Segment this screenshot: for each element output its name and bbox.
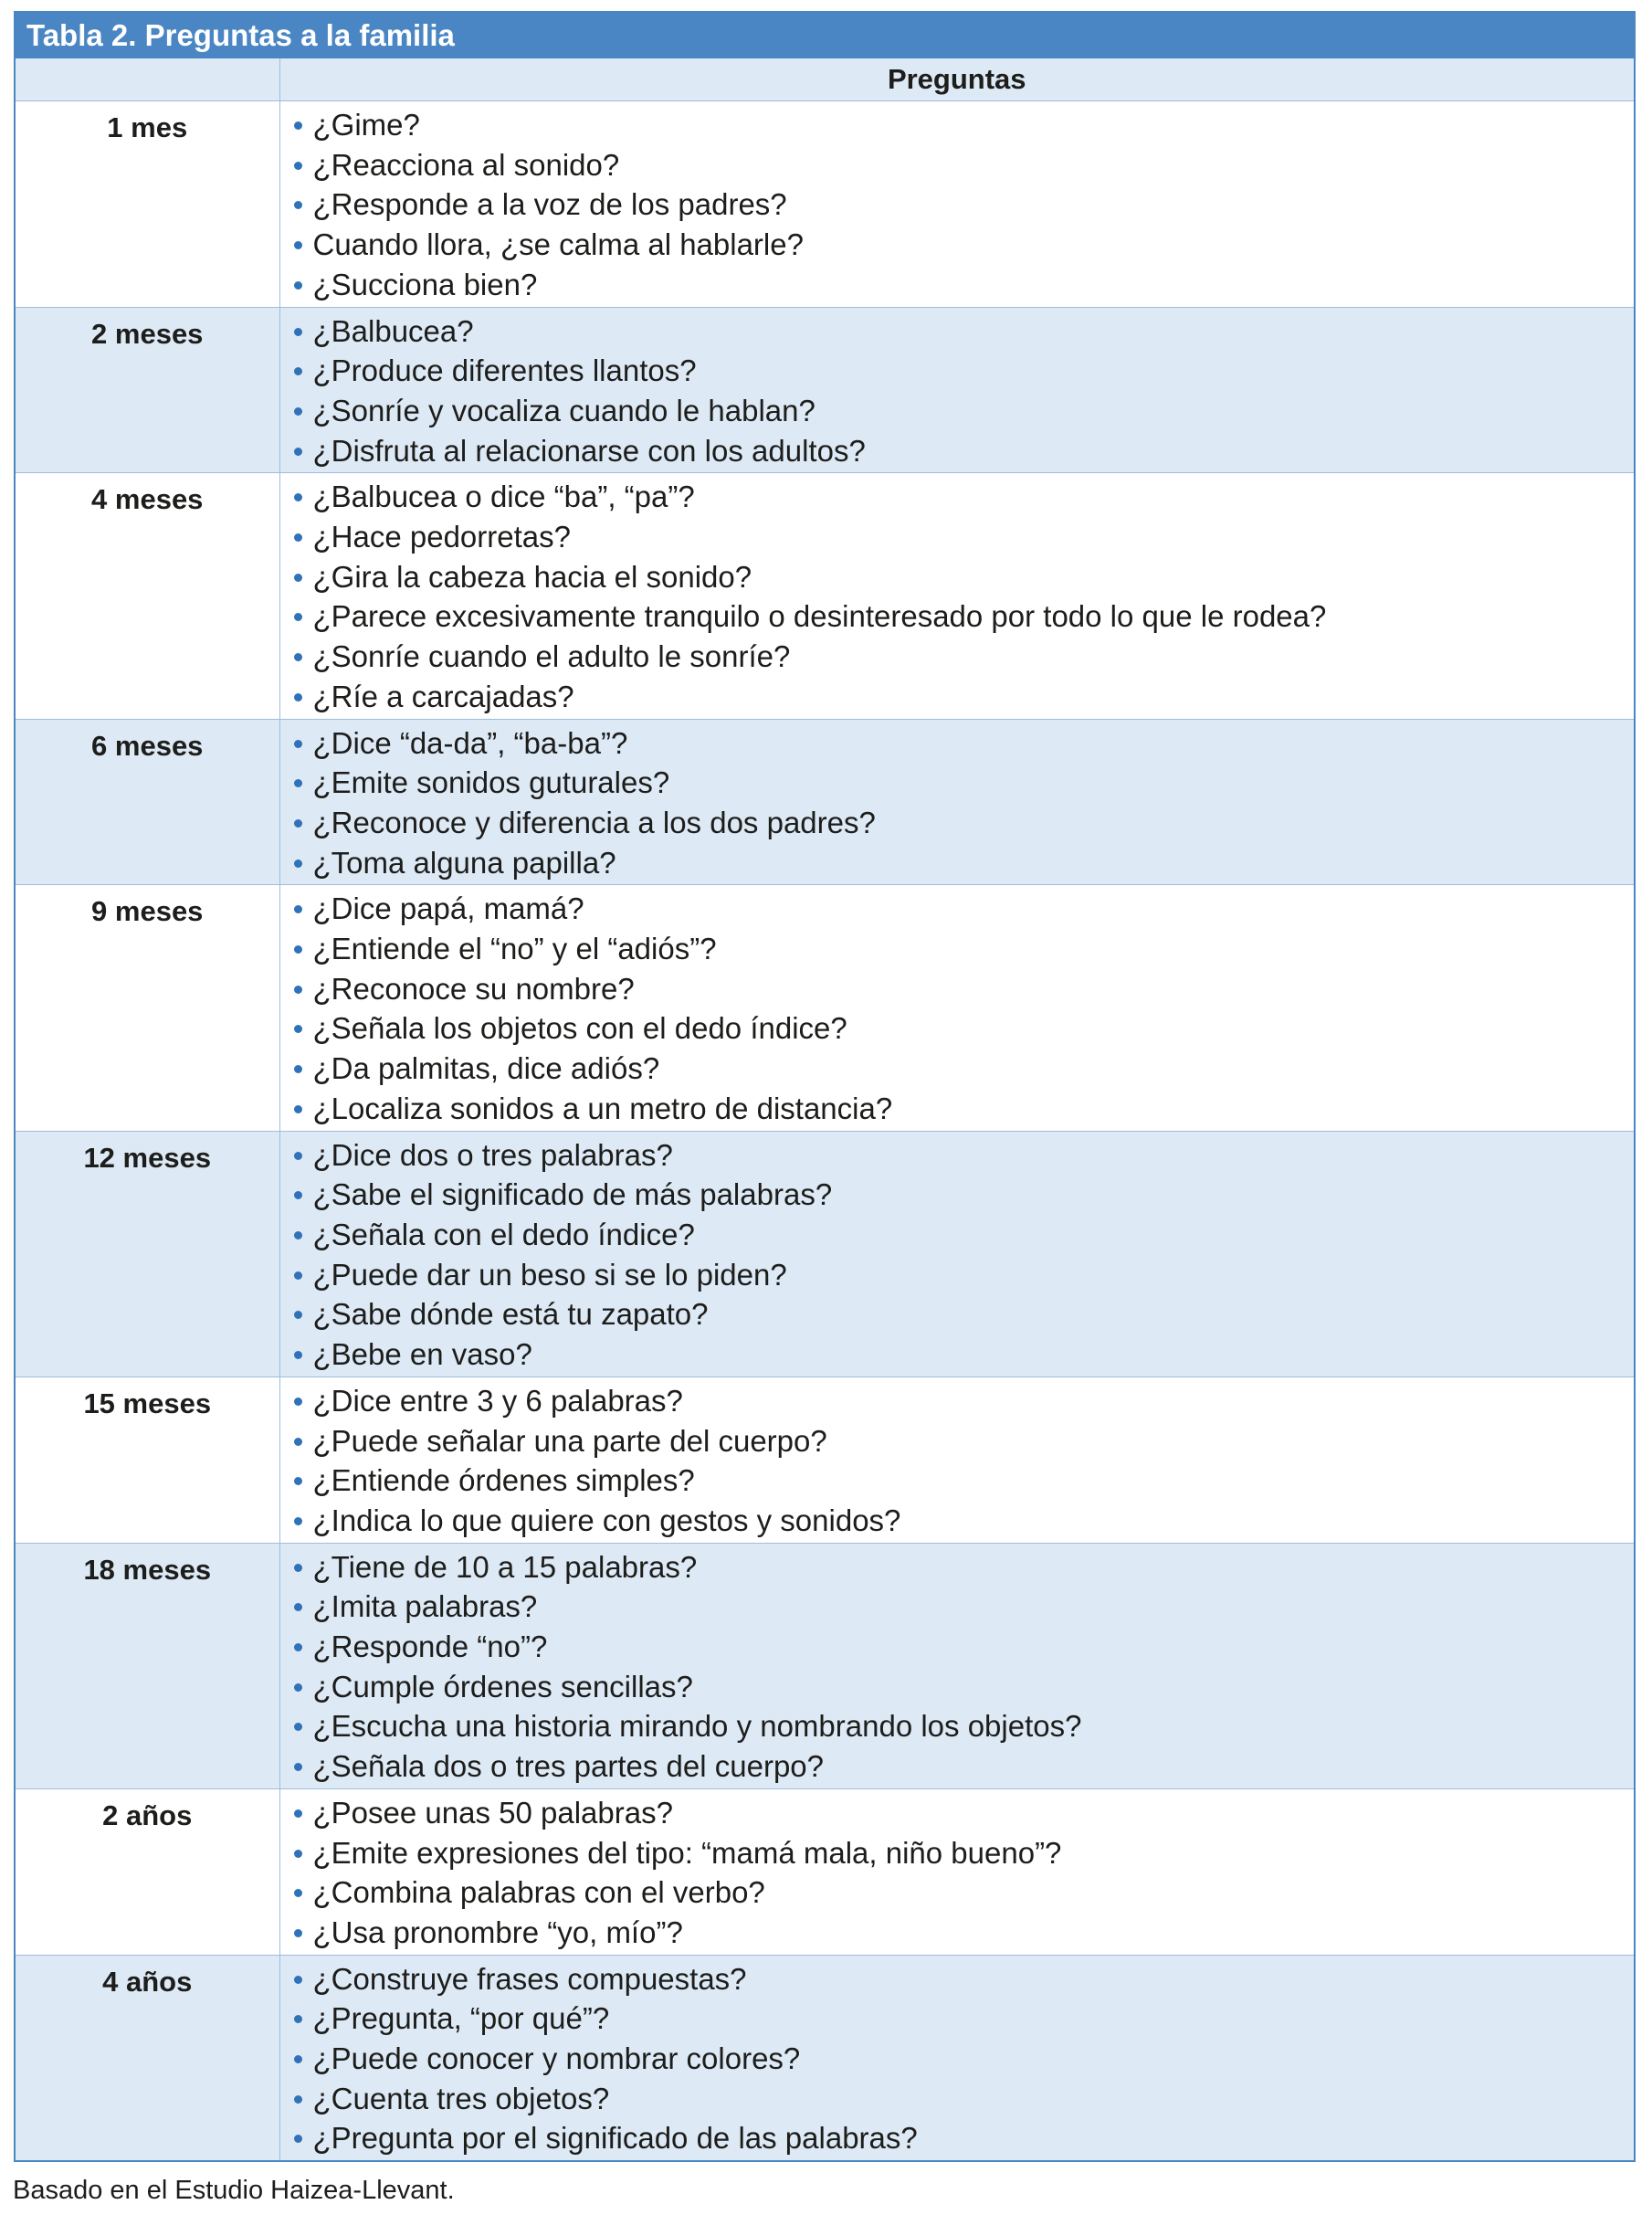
question-item: ¿Responde a la voz de los padres? — [291, 185, 1627, 225]
age-cell: 15 meses — [16, 1376, 279, 1543]
question-item: ¿Emite sonidos guturales? — [291, 763, 1627, 803]
table-row — [16, 473, 1634, 719]
table-row — [16, 1788, 1634, 1955]
question-item: ¿Toma alguna papilla? — [291, 843, 1627, 883]
question-item: ¿Usa pronombre “yo, mío”? — [291, 1913, 1627, 1953]
questions-cell — [279, 307, 1634, 473]
question-item: ¿Puede conocer y nombrar colores? — [291, 2039, 1627, 2079]
question-list — [291, 1381, 1627, 1541]
question-item: ¿Disfruta al relacionarse con los adultos? — [291, 431, 1627, 471]
questions-grid — [16, 58, 1634, 2160]
question-item: ¿Entiende el “no” y el “adiós”? — [291, 929, 1627, 969]
question-item: ¿Tiene de 10 a 15 palabras? — [291, 1547, 1627, 1587]
question-item: ¿Parece excesivamente tranquilo o desinteresado por todo lo que le rodea? — [291, 596, 1627, 637]
age-cell: 12 meses — [16, 1131, 279, 1376]
table-row — [16, 307, 1634, 473]
footnote: Basado en el Estudio Haizea-Llevant. — [13, 2176, 455, 2205]
question-item: ¿Sonríe cuando el adulto le sonríe? — [291, 637, 1627, 677]
question-list — [291, 477, 1627, 716]
table-row — [16, 719, 1634, 885]
question-item: ¿Gime? — [291, 105, 1627, 145]
question-item: ¿Reacciona al sonido? — [291, 145, 1627, 185]
question-list — [291, 1793, 1627, 1953]
question-item: ¿Balbucea? — [291, 311, 1627, 352]
question-item: ¿Señala dos o tres partes del cuerpo? — [291, 1746, 1627, 1787]
question-item: ¿Dice dos o tres palabras? — [291, 1135, 1627, 1176]
table-row — [16, 1376, 1634, 1543]
questions-cell — [279, 1376, 1634, 1543]
question-item: ¿Pregunta, “por qué”? — [291, 1999, 1627, 2039]
question-list — [291, 723, 1627, 883]
question-item: ¿Localiza sonidos a un metro de distancia? — [291, 1089, 1627, 1129]
questions-cell — [279, 473, 1634, 719]
question-item: ¿Sonríe y vocaliza cuando le hablan? — [291, 391, 1627, 431]
question-item: ¿Escucha una historia mirando y nombrando los objetos? — [291, 1706, 1627, 1746]
questions-cell — [279, 719, 1634, 885]
questions-column-header: Preguntas — [279, 58, 1634, 101]
table-row — [16, 101, 1634, 308]
question-item: ¿Sabe dónde está tu zapato? — [291, 1294, 1627, 1334]
age-cell: 9 meses — [16, 885, 279, 1131]
question-item: ¿Balbucea o dice “ba”, “pa”? — [291, 477, 1627, 517]
question-item: ¿Succiona bien? — [291, 265, 1627, 305]
table-row — [16, 885, 1634, 1131]
question-item: ¿Reconoce y diferencia a los dos padres? — [291, 803, 1627, 843]
question-item: ¿Dice “da-da”, “ba-ba”? — [291, 723, 1627, 764]
question-item: ¿Dice entre 3 y 6 palabras? — [291, 1381, 1627, 1421]
question-item: ¿Cuenta tres objetos? — [291, 2079, 1627, 2119]
question-item: ¿Emite expresiones del tipo: “mamá mala, niño bueno”? — [291, 1833, 1627, 1873]
question-list — [291, 1135, 1627, 1375]
question-item: ¿Construye frases compuestas? — [291, 1959, 1627, 1999]
age-cell: 18 meses — [16, 1543, 279, 1788]
age-cell: 1 mes — [16, 101, 279, 308]
question-item: ¿Responde “no”? — [291, 1627, 1627, 1667]
question-item: ¿Bebe en vaso? — [291, 1334, 1627, 1375]
question-item: ¿Pregunta por el significado de las palabras? — [291, 2118, 1627, 2158]
question-list — [291, 1547, 1627, 1787]
table-row — [16, 1955, 1634, 2160]
question-item: ¿Combina palabras con el verbo? — [291, 1872, 1627, 1913]
question-list — [291, 889, 1627, 1128]
question-item: ¿Posee unas 50 palabras? — [291, 1793, 1627, 1833]
age-cell: 6 meses — [16, 719, 279, 885]
questions-cell — [279, 101, 1634, 308]
table-row — [16, 1131, 1634, 1376]
question-item: ¿Cumple órdenes sencillas? — [291, 1667, 1627, 1707]
question-list — [291, 311, 1627, 471]
question-item: ¿Señala con el dedo índice? — [291, 1215, 1627, 1255]
question-item: ¿Dice papá, mamá? — [291, 889, 1627, 929]
questions-cell — [279, 1788, 1634, 1955]
table-row — [16, 1543, 1634, 1788]
question-item: Cuando llora, ¿se calma al hablarle? — [291, 225, 1627, 265]
age-cell: 4 meses — [16, 473, 279, 719]
question-item: ¿Ríe a carcajadas? — [291, 677, 1627, 717]
questions-cell — [279, 1955, 1634, 2160]
header-row — [16, 58, 1634, 101]
question-item: ¿Imita palabras? — [291, 1587, 1627, 1627]
question-item: ¿Gira la cabeza hacia el sonido? — [291, 557, 1627, 597]
question-item: ¿Da palmitas, dice adiós? — [291, 1049, 1627, 1089]
question-item: ¿Reconoce su nombre? — [291, 969, 1627, 1009]
question-list — [291, 1959, 1627, 2159]
question-item: ¿Entiende órdenes simples? — [291, 1461, 1627, 1501]
question-list — [291, 105, 1627, 305]
questions-cell — [279, 1131, 1634, 1376]
question-item: ¿Produce diferentes llantos? — [291, 351, 1627, 391]
question-item: ¿Indica lo que quiere con gestos y sonidos? — [291, 1501, 1627, 1541]
question-item: ¿Hace pedorretas? — [291, 517, 1627, 557]
age-cell: 2 años — [16, 1788, 279, 1955]
question-item: ¿Puede señalar una parte del cuerpo? — [291, 1421, 1627, 1461]
questions-table — [14, 11, 1636, 2162]
question-item: ¿Puede dar un beso si se lo piden? — [291, 1255, 1627, 1295]
age-cell: 2 meses — [16, 307, 279, 473]
questions-cell — [279, 1543, 1634, 1788]
age-cell: 4 años — [16, 1955, 279, 2160]
age-column-header — [16, 58, 279, 101]
questions-cell — [279, 885, 1634, 1131]
question-item: ¿Señala los objetos con el dedo índice? — [291, 1008, 1627, 1049]
question-item: ¿Sabe el significado de más palabras? — [291, 1175, 1627, 1215]
table-title: Tabla 2. Preguntas a la familia — [16, 13, 1634, 58]
